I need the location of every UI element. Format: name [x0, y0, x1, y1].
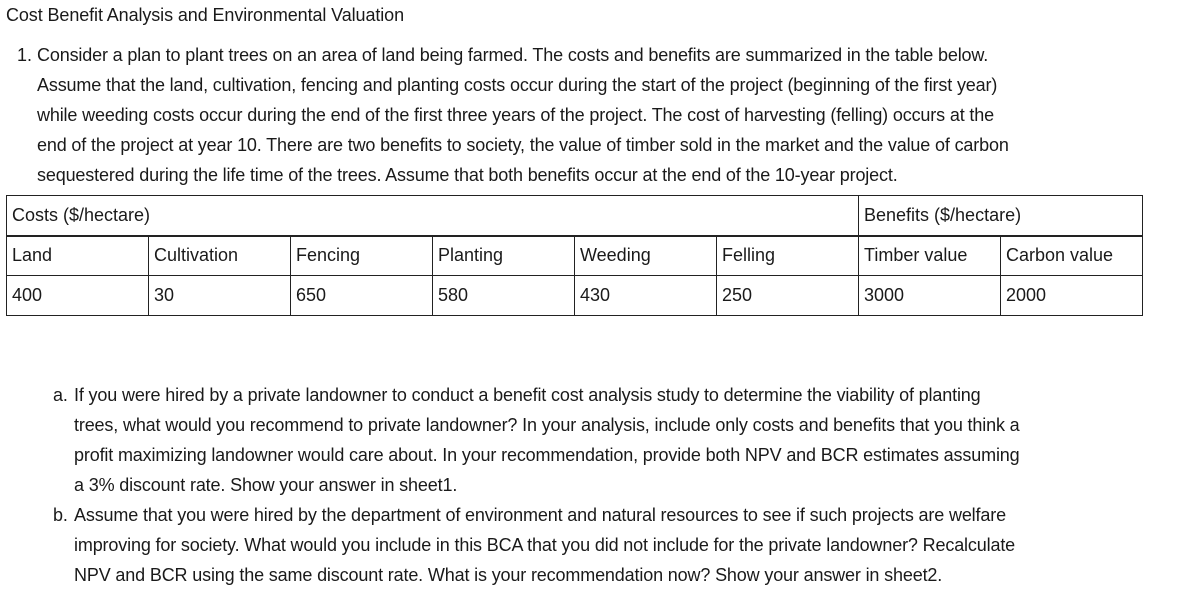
- question-number: 1.: [17, 45, 33, 65]
- cost-benefit-table: [6, 195, 1143, 316]
- subquestion-line: profit maximizing landowner would care about. In your recommendation, provide both NPV and BCR estimates assuming: [74, 445, 1020, 465]
- subquestion-line: improving for society. What would you include in this BCA that you did not include for the private landowner? Recalculate: [74, 535, 1016, 555]
- column-header-timber-value: Timber value: [859, 236, 1001, 276]
- cell-land: 400: [7, 276, 149, 316]
- cell-weeding: 430: [575, 276, 717, 316]
- subquestion-label: b.: [53, 505, 68, 525]
- cell-cultivation: 30: [149, 276, 291, 316]
- table-row: [7, 276, 1143, 316]
- question-line: while weeding costs occur during the end of the first three years of the project. The cost of harvesting (felling) occurs at the: [37, 105, 994, 125]
- cell-felling: 250: [717, 276, 859, 316]
- document-title: Cost Benefit Analysis and Environmental Valuation: [6, 5, 404, 25]
- subquestion-text: [74, 380, 1020, 500]
- column-header-felling: Felling: [717, 236, 859, 276]
- costs-header: Costs ($/hectare): [7, 196, 859, 236]
- column-header-carbon-value: Carbon value: [1001, 236, 1143, 276]
- subquestion-label: a.: [53, 385, 68, 405]
- subquestion-text: [74, 500, 1015, 590]
- question-text: [37, 40, 1147, 190]
- subquestion-line: NPV and BCR using the same discount rate. What is your recommendation now? Show your answer in sheet2.: [74, 565, 943, 585]
- subquestion-line: a 3% discount rate. Show your answer in sheet1.: [74, 475, 458, 495]
- subquestion-line: trees, what would you recommend to private landowner? In your analysis, include only costs and benefits that you think a: [74, 415, 1020, 435]
- benefits-header: Benefits ($/hectare): [859, 196, 1143, 236]
- cell-timber-value: 3000: [859, 276, 1001, 316]
- column-header-cultivation: Cultivation: [149, 236, 291, 276]
- cell-carbon-value: 2000: [1001, 276, 1143, 316]
- cell-planting: 580: [433, 276, 575, 316]
- cell-fencing: 650: [291, 276, 433, 316]
- table-group-header-row: [7, 196, 1143, 236]
- subquestion-line: Assume that you were hired by the department of environment and natural resources to see if such projects are welfare: [74, 505, 1006, 525]
- question-line: sequestered during the life time of the trees. Assume that both benefits occur at the end of the 10-year project.: [37, 165, 898, 185]
- column-header-fencing: Fencing: [291, 236, 433, 276]
- question-line: Assume that the land, cultivation, fencing and planting costs occur during the start of the project (beginning of the first year): [37, 75, 998, 95]
- question-line: Consider a plan to plant trees on an area of land being farmed. The costs and benefits are summarized in the table below.: [37, 45, 989, 65]
- column-header-planting: Planting: [433, 236, 575, 276]
- column-header-weeding: Weeding: [575, 236, 717, 276]
- question-line: end of the project at year 10. There are two benefits to society, the value of timber sold in the market and the value of carbon: [37, 135, 1009, 155]
- subquestion-line: If you were hired by a private landowner to conduct a benefit cost analysis study to determine the viability of planting: [74, 385, 981, 405]
- column-header-land: Land: [7, 236, 149, 276]
- table-column-header-row: [7, 236, 1143, 276]
